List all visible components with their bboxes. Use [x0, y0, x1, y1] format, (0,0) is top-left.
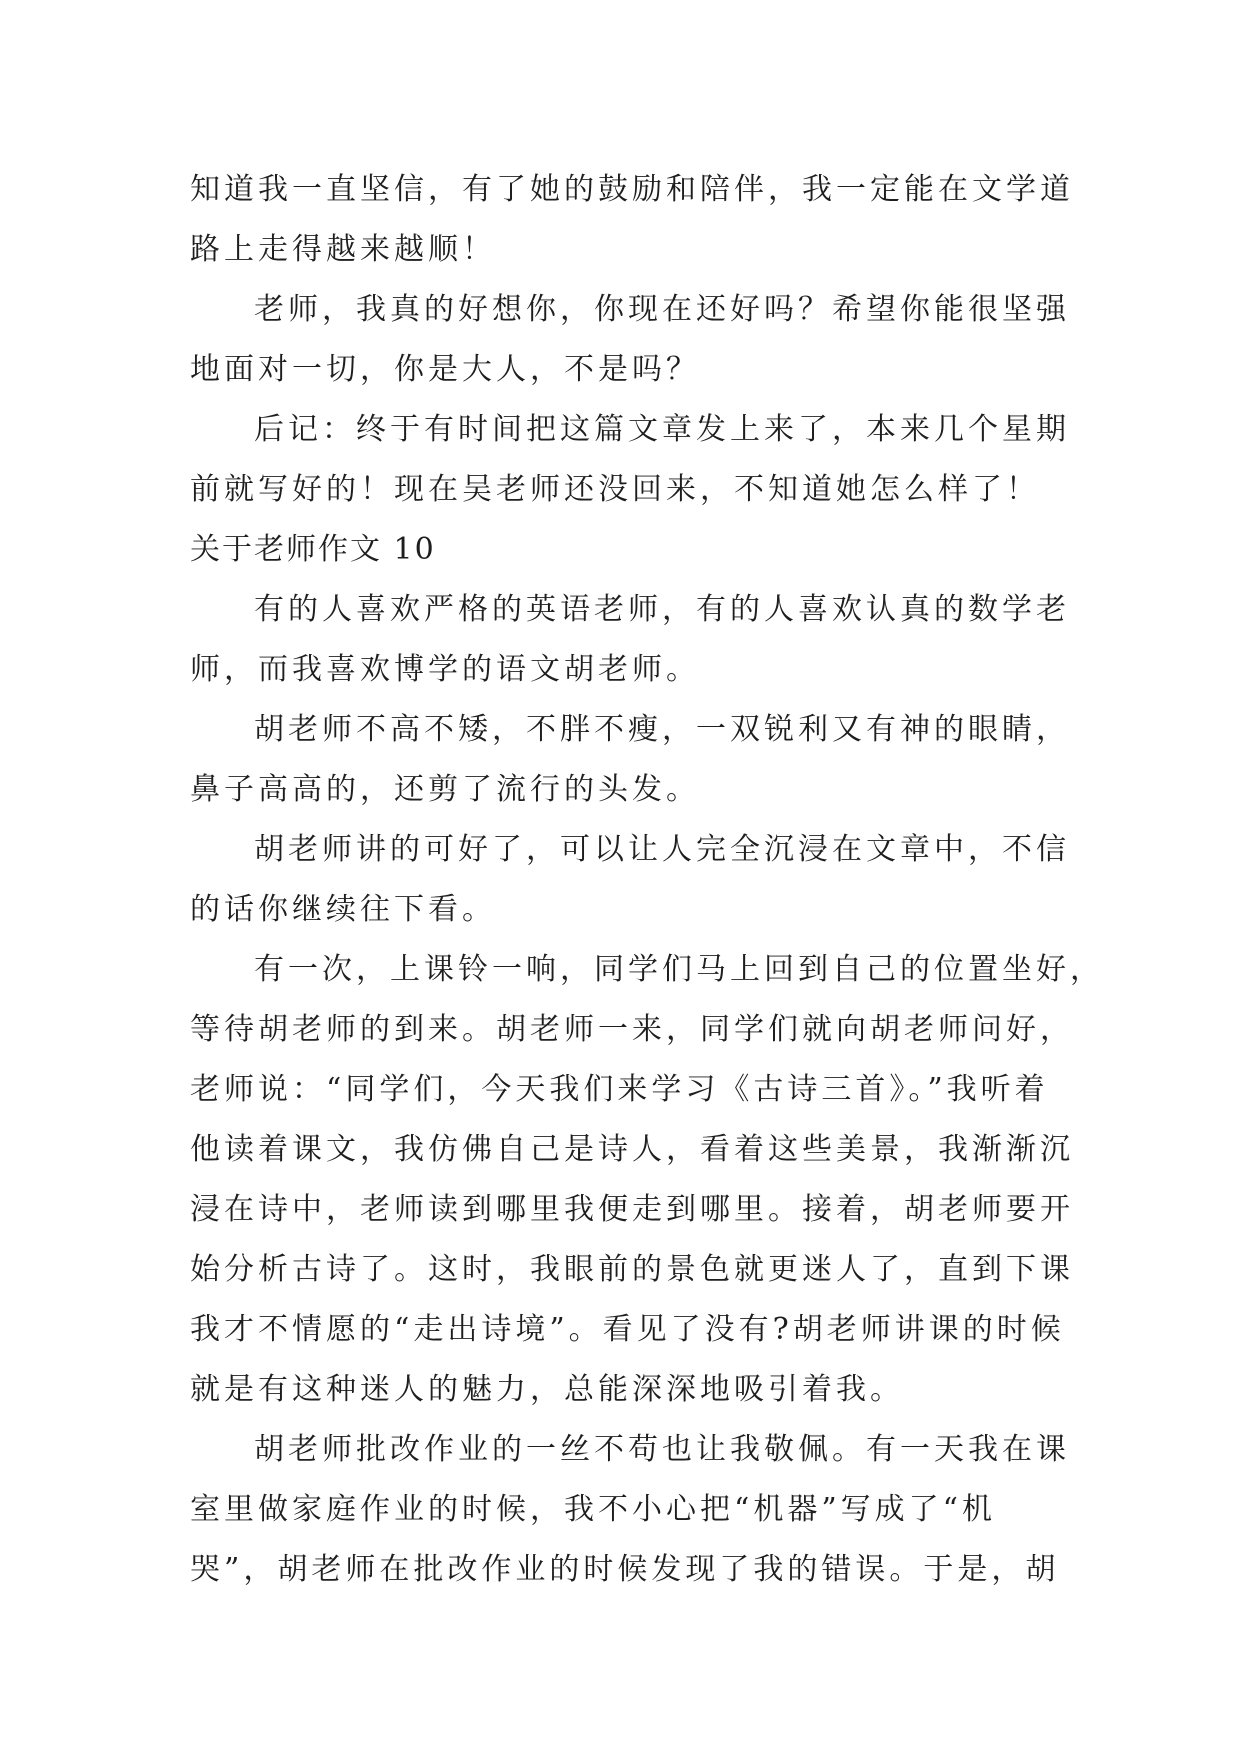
- text-line: 师，而我喜欢博学的语文胡老师。: [190, 652, 700, 687]
- text-line: 浸在诗中，老师读到哪里我便走到哪里。接着，胡老师要开: [190, 1192, 1074, 1227]
- text-line: 老师说：“同学们，今天我们来学习《古诗三首》。”我听着: [190, 1072, 1049, 1107]
- text-line: 始分析古诗了。这时，我眼前的景色就更迷人了，直到下课: [190, 1252, 1074, 1287]
- text-line: 的话你继续往下看。: [190, 892, 496, 927]
- text-line: 路上走得越来越顺！: [190, 232, 496, 267]
- text-line: 知道我一直坚信，有了她的鼓励和陪伴，我一定能在文学道: [190, 172, 1074, 207]
- text-line: 地面对一切，你是大人，不是吗？: [190, 352, 700, 387]
- text-line: 就是有这种迷人的魅力，总能深深地吸引着我。: [190, 1372, 904, 1407]
- text-line: 胡老师批改作业的一丝不苟也让我敬佩。有一天我在课: [254, 1432, 1070, 1467]
- text-line: 室里做家庭作业的时候，我不小心把“机器”写成了“机: [190, 1492, 997, 1527]
- text-line: 等待胡老师的到来。胡老师一来，同学们就向胡老师问好，: [190, 1012, 1074, 1047]
- text-line: 胡老师不高不矮，不胖不瘦，一双锐利又有神的眼睛，: [254, 712, 1070, 747]
- text-line: 有一次，上课铃一响，同学们马上回到自己的位置坐好，: [254, 952, 1104, 987]
- text-line: 我才不情愿的“走出诗境”。看见了没有?胡老师讲课的时候: [190, 1312, 1065, 1347]
- text-line: 他读着课文，我仿佛自己是诗人，看着这些美景，我渐渐沉: [190, 1132, 1074, 1167]
- section-heading: 关于老师作文 10: [190, 532, 436, 567]
- text-line: 有的人喜欢严格的英语老师，有的人喜欢认真的数学老: [254, 592, 1070, 627]
- text-line: 前就写好的！现在吴老师还没回来，不知道她怎么样了！: [190, 472, 1040, 507]
- text-line: 胡老师讲的可好了，可以让人完全沉浸在文章中，不信: [254, 832, 1070, 867]
- text-line: 后记：终于有时间把这篇文章发上来了，本来几个星期: [254, 412, 1070, 447]
- text-line: 哭”，胡老师在批改作业的时候发现了我的错误。于是，胡: [190, 1552, 1060, 1587]
- text-line: 鼻子高高的，还剪了流行的头发。: [190, 772, 700, 807]
- document-body: [190, 160, 1104, 1600]
- text-line: 老师，我真的好想你，你现在还好吗？希望你能很坚强: [254, 292, 1070, 327]
